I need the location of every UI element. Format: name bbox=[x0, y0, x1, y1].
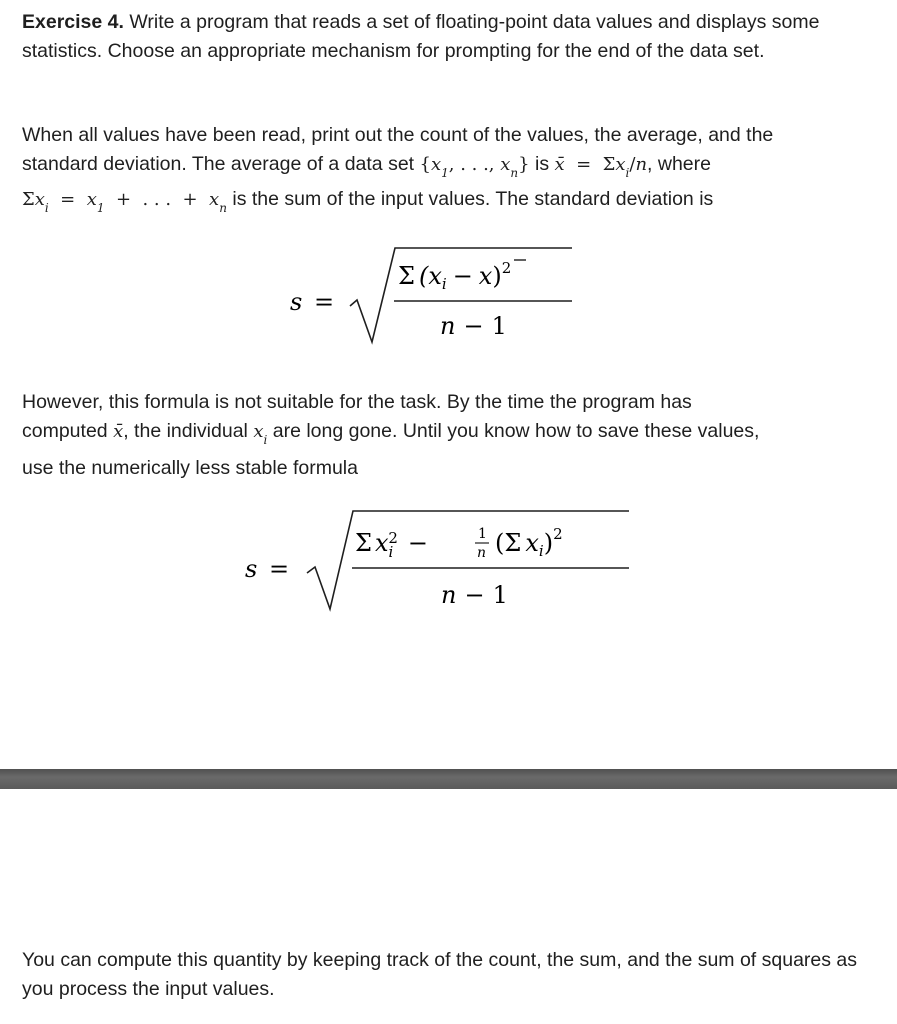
stable-std-dev-formula bbox=[245, 505, 645, 630]
svg-text:=: = bbox=[269, 555, 290, 583]
statistics-line-1: When all values have been read, print out the count of the values, the average, and the bbox=[22, 124, 774, 146]
std-dev-formula bbox=[290, 244, 590, 359]
data-set-notation: {$x_1$, . . ., $x_n$} bbox=[419, 154, 530, 180]
svg-text:n: n bbox=[477, 545, 487, 561]
statistics-line-2: standard deviation. The average of a data set {$x_1$, . . ., $x_n$} is x̄ = $\Sigma x_i/n$, where bbox=[22, 153, 711, 180]
formula-numerator: Σ $(x_i - x)^2$ bbox=[398, 259, 512, 293]
statistics-paragraph bbox=[22, 121, 882, 216]
statistics-line-3: $\Sigma x_i = x_1$ + . . . + $x_n$ is the sum of the input values. The standard deviation is bbox=[22, 188, 714, 215]
stability-line-2: computed x̄, the individual $x_i$ are long gone. Until you know how to save these values, bbox=[22, 420, 760, 447]
svg-text:(Σxi)2: (Σ $x_i)^2$ bbox=[495, 525, 563, 560]
compute-hint-paragraph: You can compute this quantity by keeping track of the count, the sum, and the sum of squares as you process the input values. bbox=[22, 949, 858, 1000]
formula-lhs: s bbox=[290, 288, 303, 316]
stability-paragraph bbox=[22, 388, 882, 483]
svg-text:1: 1 bbox=[478, 526, 487, 542]
mean-symbol: x̄ bbox=[113, 421, 124, 442]
exercise-heading: Exercise 4. bbox=[22, 11, 124, 33]
section-divider bbox=[0, 769, 897, 789]
sum-notation: $\Sigma x_i = x_1$ + . . . + $x_n$ bbox=[22, 189, 227, 215]
svg-text:=: = bbox=[314, 288, 335, 316]
individual-values-notation: $x_i$ bbox=[253, 421, 268, 447]
formula-denominator: n − 1 bbox=[440, 312, 507, 340]
exercise-intro-text: Write a program that reads a set of floating-point data values and displays some statistics. Choose an appropriate mechanism for prompting for the end of the data set. bbox=[22, 11, 820, 62]
formula2-denominator: n − 1 bbox=[441, 581, 508, 609]
stability-line-1: However, this formula is not suitable for the task. By the time the program has bbox=[22, 391, 692, 413]
stability-line-3: use the numerically less stable formula bbox=[22, 457, 358, 479]
average-notation: x̄ = $\Sigma x_i/n$ bbox=[554, 154, 648, 180]
formula2-numerator: Σ $x_i2$ − bbox=[355, 529, 428, 561]
exercise-intro-paragraph bbox=[22, 8, 882, 66]
formula2-lhs: s bbox=[245, 555, 258, 583]
